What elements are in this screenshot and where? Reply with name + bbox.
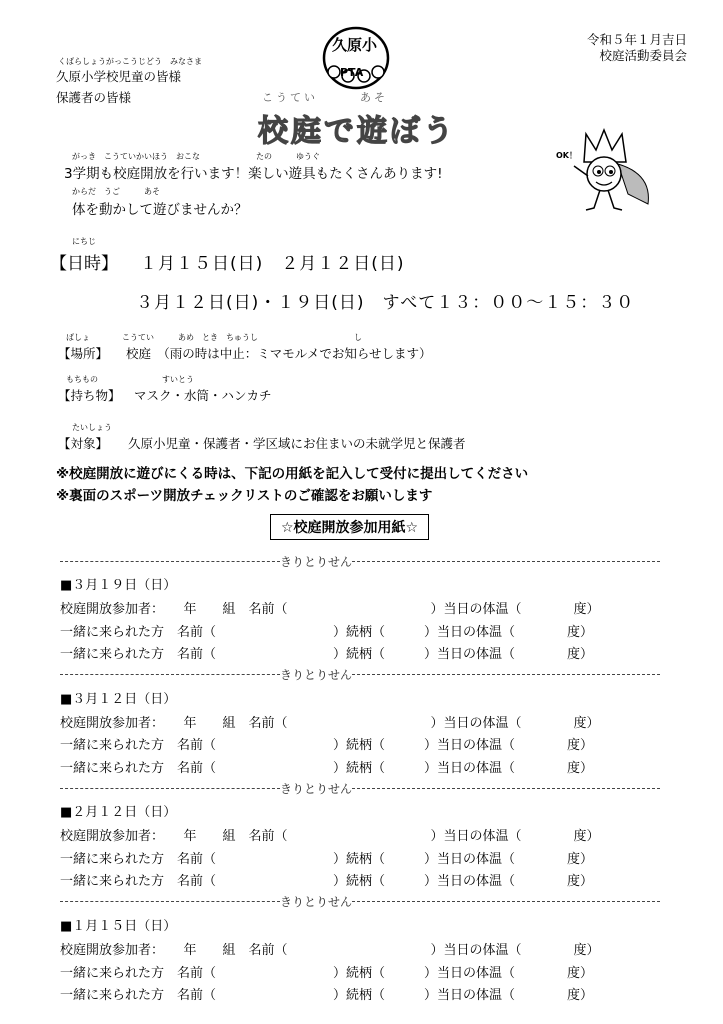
companion-row: 一緒に来られた方 名前（ ）続柄（ ）当日の体温（ 度） [60, 874, 594, 889]
section-date: ■２月１２日（日） [60, 805, 177, 820]
cut-line-label: きりとりせん [280, 895, 353, 909]
schedule-dates-1: １月１５日(日) ２月１２日(日) [140, 254, 405, 274]
notice-2: ※裏面のスポーツ開放チェックリストのご確認をお願いします [56, 488, 433, 504]
logo-text-top: 久原小 [332, 36, 378, 54]
intro-line1: 3学期も校庭開放を行います！楽しい遊具もたくさんあります! [64, 166, 443, 182]
companion-row: 一緒に来られた方 名前（ ）続柄（ ）当日の体温（ 度） [60, 647, 594, 662]
companion-row: 一緒に来られた方 名前（ ）続柄（ ）当日の体温（ 度） [60, 761, 594, 776]
cut-line-label: きりとりせん [280, 782, 353, 796]
bring-label: 【持ち物】 [58, 388, 121, 403]
section-date: ■３月１２日（日） [60, 692, 177, 707]
companion-row: 一緒に来られた方 名前（ ）続柄（ ）当日の体温（ 度） [60, 966, 594, 981]
pta-logo [320, 20, 392, 92]
target-label: 【対象】 [58, 436, 109, 451]
mascot-illustration [556, 124, 656, 216]
cut-line-label: きりとりせん [280, 555, 353, 569]
companion-row: 一緒に来られた方 名前（ ）続柄（ ）当日の体温（ 度） [60, 988, 594, 1003]
place-ruby: ばしょ こうてい あめ とき ちゅうし し [66, 333, 362, 342]
cut-line [60, 553, 660, 570]
notice-1: ※校庭開放に遊びにくる時は、下記の用紙を記入して受付に提出してください [56, 466, 529, 482]
schedule-label: 【日時】 [50, 254, 118, 274]
target-ruby: たいしょう [72, 423, 112, 432]
participant-row: 校庭開放参加者： 年 組 名前（ ）当日の体温（ 度） [60, 716, 600, 731]
place-label: 【場所】 [58, 346, 109, 361]
section-date: ■１月１５日（日） [60, 919, 177, 934]
companion-row: 一緒に来られた方 名前（ ）続柄（ ）当日の体温（ 度） [60, 738, 594, 753]
companion-row: 一緒に来られた方 名前（ ）続柄（ ）当日の体温（ 度） [60, 852, 594, 867]
participant-row: 校庭開放参加者： 年 組 名前（ ）当日の体温（ 度） [60, 829, 600, 844]
section-date: ■３月１９日（日） [60, 578, 177, 593]
schedule-ruby: にちじ [72, 237, 96, 246]
issue-date: 令和５年１月吉日 [586, 32, 687, 47]
participant-row: 校庭開放参加者： 年 組 名前（ ）当日の体温（ 度） [60, 943, 600, 958]
cut-line-label: きりとりせん [280, 668, 353, 682]
title-ruby: こうてい あそ [262, 91, 388, 104]
cut-line [60, 893, 660, 910]
intro-line2: 体を動かして遊びませんか？ [72, 202, 248, 218]
participant-row: 校庭開放参加者： 年 組 名前（ ）当日の体温（ 度） [60, 602, 600, 617]
page-title: 校庭で遊ぼう [258, 114, 456, 149]
bring-ruby: もちもの すいとう [66, 375, 194, 384]
bring-text: マスク・水筒・ハンカチ [134, 388, 272, 403]
intro-line1-ruby: がっき こうていかいほう おこな たの ゆうぐ [72, 152, 320, 161]
addressee-ruby: くばらしょうがっこうじどう みなさま [58, 57, 202, 66]
mascot-ok-text: OK！ [556, 151, 577, 160]
cut-line [60, 780, 660, 797]
schedule-dates-2: ３月１２日(日)・１９日(日) すべて１３：００～１５：３０ [136, 293, 635, 313]
addressee-guardians: 保護者の皆様 [56, 90, 132, 105]
form-title: ☆校庭開放参加用紙☆ [270, 514, 429, 540]
place-text: 校庭 （雨の時は中止：ミマモルメでお知らせします） [126, 346, 432, 361]
addressee-students: 久原小学校児童の皆様 [56, 69, 182, 84]
companion-row: 一緒に来られた方 名前（ ）続柄（ ）当日の体温（ 度） [60, 625, 594, 640]
intro-line2-ruby: からだ うご あそ [72, 187, 160, 196]
logo-text-bottom: PTA [340, 66, 364, 79]
cut-line [60, 666, 660, 683]
target-text: 久原小児童・保護者・学区域にお住まいの未就学児と保護者 [128, 436, 466, 451]
issuer: 校庭活動委員会 [599, 48, 687, 63]
